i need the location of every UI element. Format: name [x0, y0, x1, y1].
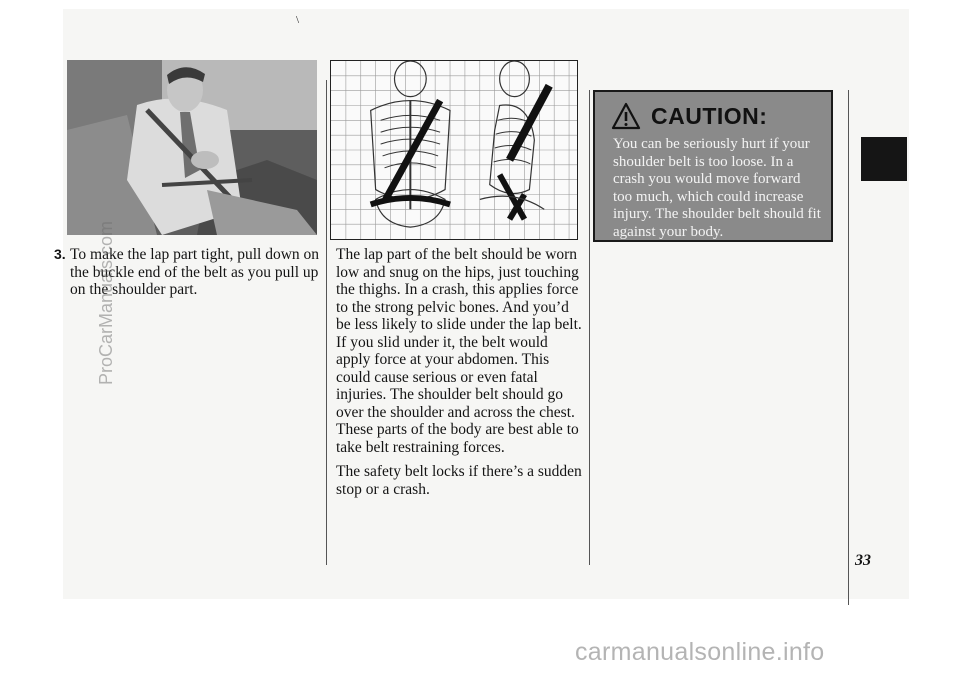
step-text: To make the lap part tight, pull down on the buckle end of the belt as you pull up on the shoulder part. [70, 246, 320, 298]
column-rule-outer [848, 90, 849, 605]
belt-position-diagram [330, 60, 578, 240]
stray-print-mark: \ [296, 14, 300, 26]
page-number: 33 [855, 552, 871, 569]
step-number: 3. [54, 246, 66, 262]
caution-title: CAUTION: [651, 102, 768, 129]
paragraph-belt-locks: The safety belt locks if there’s a sudden stop or a crash. [336, 463, 582, 498]
paragraph-lap-belt: The lap part of the belt should be worn low and snug on the hips, just touching the thighs. In a crash, this applies force to the strong pelvic bones. And you’d be less likely to slide under the lap belt. If you slid under it, the belt would apply force at your abdomen. This could cause serious or even fatal injuries. The shoulder belt should go over the shoulder and across the chest. These parts of the body are best able to take belt restraining forces. [336, 246, 582, 456]
caution-header [611, 102, 821, 130]
column-rule-left [326, 80, 327, 565]
side-watermark: ProCarManuals.com [96, 220, 116, 385]
caution-box [593, 90, 833, 242]
section-tab [861, 137, 907, 181]
caution-text: You can be seriously hurt if your shoulder belt is too loose. In a crash you would move forward too much, which could increase injury. The shoulder belt should fit against your body. [613, 136, 821, 240]
seatbelt-photo [67, 60, 317, 235]
column-rule-right [589, 90, 590, 565]
main-text-column [336, 246, 586, 505]
warning-triangle-icon [611, 102, 641, 130]
footer-watermark: carmanualsonline.info [575, 638, 825, 666]
